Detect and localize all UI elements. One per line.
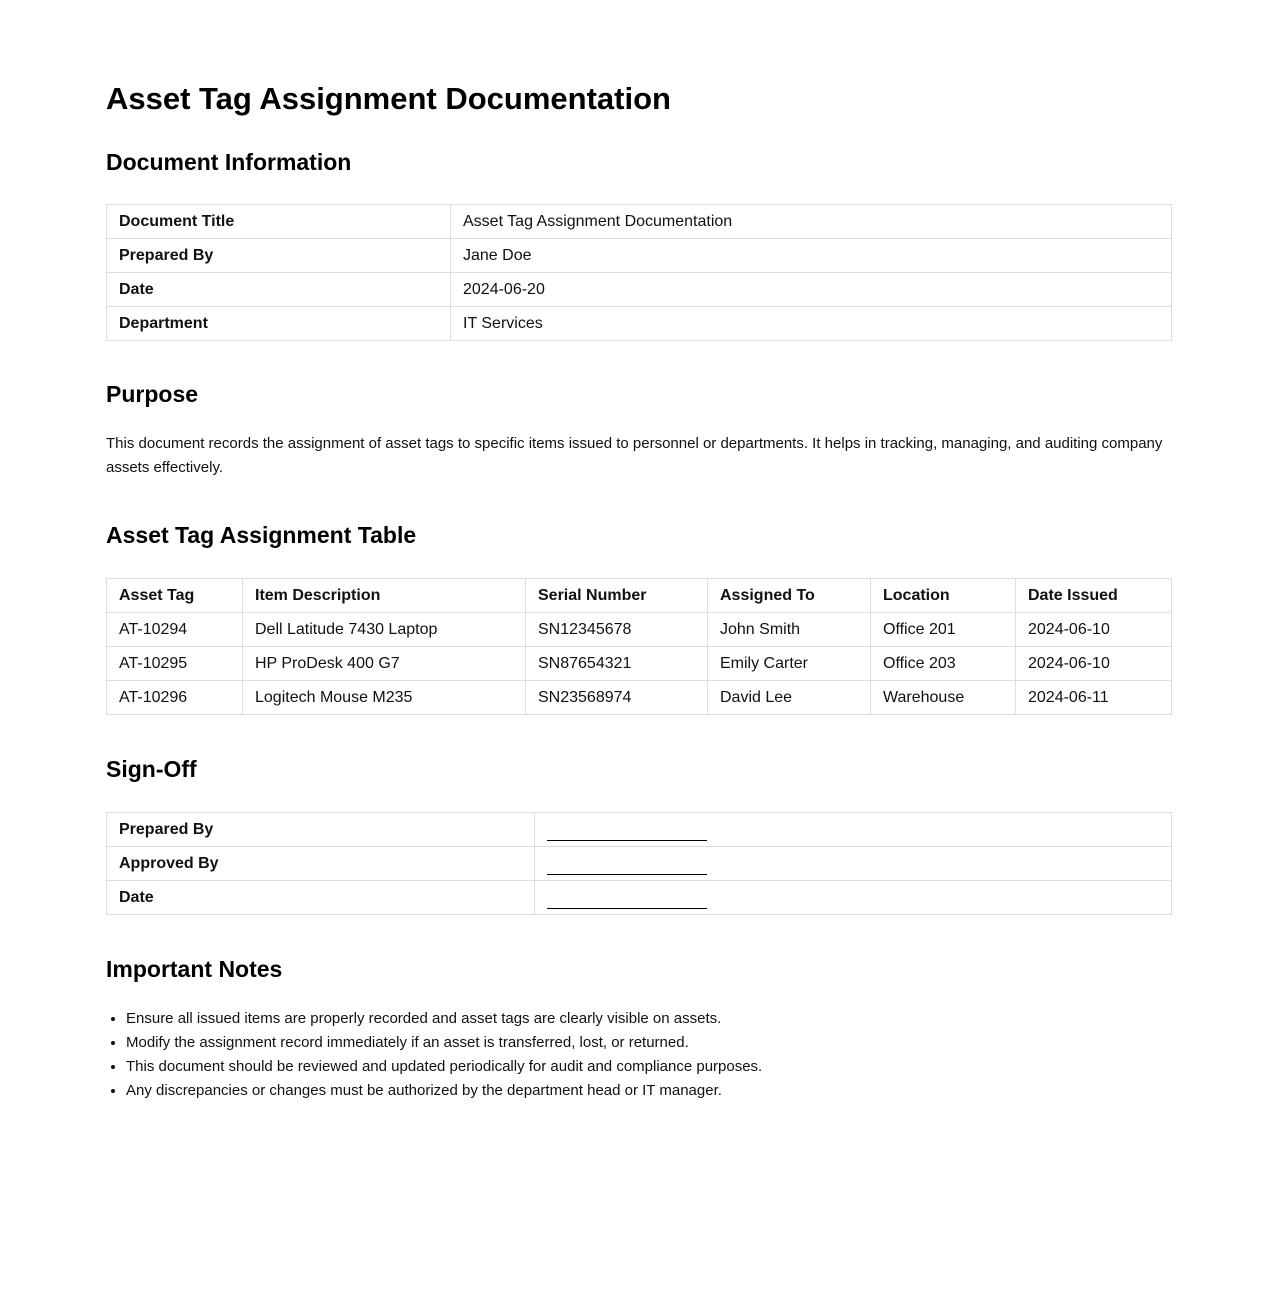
- signoff-heading: Sign-Off: [106, 756, 197, 782]
- doc-info-value: IT Services: [451, 307, 1172, 341]
- doc-info-table: [106, 204, 1172, 341]
- location-cell: Warehouse: [871, 681, 1016, 715]
- table-row: [107, 881, 1172, 915]
- doc-info-label: Document Title: [107, 205, 451, 239]
- purpose-heading: Purpose: [106, 381, 199, 407]
- doc-info-value: 2024-06-20: [451, 273, 1172, 307]
- assigned-to-cell: Emily Carter: [708, 647, 871, 681]
- table-row: [107, 307, 1172, 341]
- location-cell: Office 201: [871, 613, 1016, 647]
- list-item: • Modify the assignment record immediately if an asset is transferred, lost, or returned.: [126, 1031, 1172, 1055]
- item-description-cell: Dell Latitude 7430 Laptop: [243, 613, 526, 647]
- signoff-label: Approved By: [107, 847, 535, 881]
- doc-info-label: Date: [107, 273, 451, 307]
- table-row: [107, 239, 1172, 273]
- assignment-heading: Asset Tag Assignment Table: [106, 522, 417, 548]
- document-page: [106, 0, 1172, 1103]
- signoff-table: [106, 812, 1172, 915]
- column-header-location: Location: [871, 579, 1016, 613]
- item-description-cell: HP ProDesk 400 G7: [243, 647, 526, 681]
- signature-field[interactable]: [535, 813, 1172, 847]
- column-header-date-issued: Date Issued: [1016, 579, 1172, 613]
- table-row: [107, 205, 1172, 239]
- table-row: [107, 847, 1172, 881]
- serial-number-cell: SN12345678: [526, 613, 708, 647]
- date-issued-cell: 2024-06-11: [1016, 681, 1172, 715]
- list-item: • Ensure all issued items are properly recorded and asset tags are clearly visible on assets.: [126, 1007, 1172, 1031]
- table-row: [107, 681, 1172, 715]
- list-item: • This document should be reviewed and updated periodically for audit and compliance purposes.: [126, 1055, 1172, 1079]
- assigned-to-cell: David Lee: [708, 681, 871, 715]
- date-issued-cell: 2024-06-10: [1016, 647, 1172, 681]
- doc-info-heading: Document Information: [106, 149, 352, 175]
- signature-line: [547, 858, 707, 875]
- signature-field[interactable]: [535, 847, 1172, 881]
- column-header-assigned-to: Assigned To: [708, 579, 871, 613]
- column-header-asset-tag: Asset Tag: [107, 579, 243, 613]
- purpose-text: This document records the assignment of asset tags to specific items issued to personnel or departments. It helps in tracking, managing, and auditing company assets effectively.: [106, 435, 1163, 476]
- date-issued-cell: 2024-06-10: [1016, 613, 1172, 647]
- page-title: Asset Tag Assignment Documentation: [106, 81, 671, 116]
- doc-info-value: Asset Tag Assignment Documentation: [451, 205, 1172, 239]
- item-description-cell: Logitech Mouse M235: [243, 681, 526, 715]
- location-cell: Office 203: [871, 647, 1016, 681]
- notes-list: [106, 1007, 1172, 1103]
- doc-info-value: Jane Doe: [451, 239, 1172, 273]
- notes-heading: Important Notes: [106, 956, 283, 982]
- list-item: • Any discrepancies or changes must be authorized by the department head or IT manager.: [126, 1079, 1172, 1103]
- signoff-label: Prepared By: [107, 813, 535, 847]
- assigned-to-cell: John Smith: [708, 613, 871, 647]
- signature-line: [547, 824, 707, 841]
- signature-line: [547, 892, 707, 909]
- table-row: [107, 273, 1172, 307]
- signature-field[interactable]: [535, 881, 1172, 915]
- signoff-label: Date: [107, 881, 535, 915]
- table-row: [107, 613, 1172, 647]
- asset-tag-cell: AT-10294: [107, 613, 243, 647]
- asset-tag-cell: AT-10296: [107, 681, 243, 715]
- asset-tag-cell: AT-10295: [107, 647, 243, 681]
- assignment-table: [106, 578, 1172, 715]
- column-header-item-description: Item Description: [243, 579, 526, 613]
- table-row: [107, 647, 1172, 681]
- doc-info-label: Department: [107, 307, 451, 341]
- serial-number-cell: SN87654321: [526, 647, 708, 681]
- doc-info-label: Prepared By: [107, 239, 451, 273]
- serial-number-cell: SN23568974: [526, 681, 708, 715]
- column-header-serial-number: Serial Number: [526, 579, 708, 613]
- table-header-row: [107, 579, 1172, 613]
- table-row: [107, 813, 1172, 847]
